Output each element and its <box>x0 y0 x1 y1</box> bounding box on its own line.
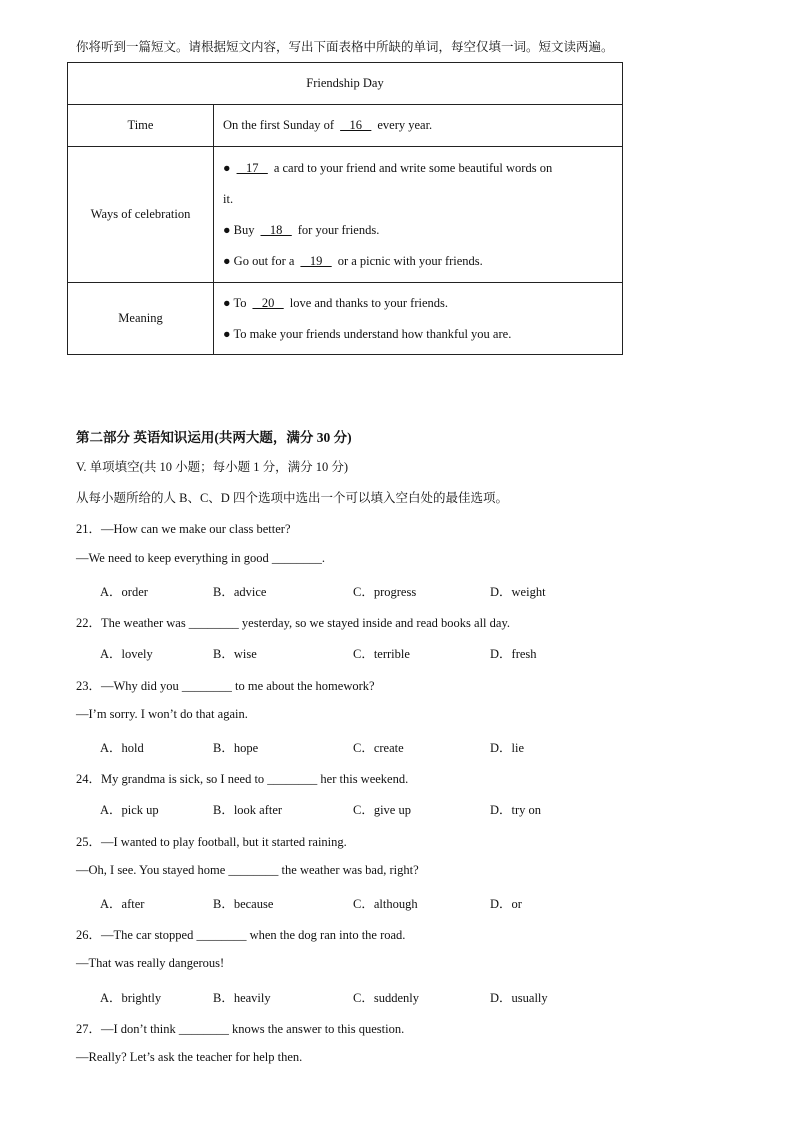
row-label: Ways of celebration <box>68 147 214 283</box>
question-23-line-2: —I’m sorry. I won’t do that again. <box>76 707 248 721</box>
table-row-time <box>68 105 623 147</box>
question-21-line-2: —We need to keep everything in good ________. <box>76 551 325 565</box>
option-c[interactable]: C．progress <box>353 585 417 599</box>
content-line <box>223 110 622 141</box>
line-text: ● Buy <box>223 222 255 237</box>
option-a[interactable]: A．after <box>100 897 145 911</box>
option-d[interactable]: D．fresh <box>490 647 537 661</box>
question-27-line-2: —Really? Let’s ask the teacher for help then. <box>76 1050 303 1064</box>
option-d[interactable]: D．lie <box>490 741 525 755</box>
listening-instruction: 你将听到一篇短文。请根据短文内容，写出下面表格中所缺的单词，每空仅填一词。短文读两遍。 <box>76 40 614 54</box>
content-line <box>223 246 622 277</box>
question-26-line-1: 26．—The car stopped ________ when the dog ran into the road. <box>76 928 406 942</box>
option-a[interactable]: A．brightly <box>100 991 162 1005</box>
line-text: ● To make your friends understand how thankful you are. <box>223 326 512 341</box>
answer-blank-20 <box>252 288 283 319</box>
option-c[interactable]: C．although <box>353 897 418 911</box>
friendship-day-table <box>67 62 623 355</box>
question-25-line-2: —Oh, I see. You stayed home ________ the weather was bad, right? <box>76 863 419 877</box>
content-line <box>223 319 622 350</box>
row-content <box>214 105 623 147</box>
answer-blank-17 <box>237 153 268 184</box>
question-26-line-2: —That was really dangerous! <box>76 956 225 970</box>
option-b[interactable]: B．advice <box>213 585 267 599</box>
section-v-instruction: 从每小题所给的人 B、C、D 四个选项中选出一个可以填入空白处的最佳选项。 <box>76 491 508 505</box>
line-text: a card to your friend and write some beautiful words on <box>273 160 553 175</box>
row-label: Meaning <box>68 283 214 355</box>
question-21-line-1: 21．—How can we make our class better? <box>76 522 291 536</box>
line-text: every year. <box>377 118 433 132</box>
option-b[interactable]: B．because <box>213 897 274 911</box>
blank-number: 18 <box>260 222 292 237</box>
row-content <box>214 147 623 283</box>
question-23-line-1: 23．—Why did you ________ to me about the homework? <box>76 679 375 693</box>
blank-number: 17 <box>236 160 268 175</box>
content-line <box>223 184 622 215</box>
row-content <box>214 283 623 355</box>
line-text: ● To <box>223 295 247 310</box>
option-b[interactable]: B．look after <box>213 803 283 817</box>
question-25-line-1: 25．—I wanted to play football, but it started raining. <box>76 835 347 849</box>
question-24-line-1: 24．My grandma is sick, so I need to ________ her this weekend. <box>76 772 409 786</box>
line-text: for your friends. <box>297 222 380 237</box>
table-title: Friendship Day <box>68 63 623 105</box>
option-b[interactable]: B．heavily <box>213 991 271 1005</box>
option-c[interactable]: C．give up <box>353 803 411 817</box>
table-row-meaning <box>68 283 623 355</box>
question-22-line-1: 22．The weather was ________ yesterday, so we stayed inside and read books all day. <box>76 616 511 630</box>
question-27-line-1: 27．—I don’t think ________ knows the answer to this question. <box>76 1022 405 1036</box>
answer-blank-16 <box>340 110 371 141</box>
line-text: On the first Sunday of <box>223 118 335 132</box>
content-line <box>223 153 622 184</box>
blank-number: 19 <box>300 253 332 268</box>
option-a[interactable]: A．hold <box>100 741 144 755</box>
blank-number: 16 <box>340 118 372 132</box>
line-text: love and thanks to your friends. <box>289 295 449 310</box>
option-d[interactable]: D．try on <box>490 803 542 817</box>
row-label: Time <box>68 105 214 147</box>
option-a[interactable]: A．pick up <box>100 803 159 817</box>
option-c[interactable]: C．suddenly <box>353 991 419 1005</box>
table-row-ways <box>68 147 623 283</box>
content-line <box>223 215 622 246</box>
option-d[interactable]: D．or <box>490 897 522 911</box>
line-text: ● <box>223 160 231 175</box>
option-c[interactable]: C．terrible <box>353 647 410 661</box>
option-a[interactable]: A．order <box>100 585 148 599</box>
answer-blank-18 <box>261 215 292 246</box>
line-text: or a picnic with your friends. <box>337 253 483 268</box>
option-b[interactable]: B．wise <box>213 647 257 661</box>
part-two-heading: 第二部分 英语知识运用(共两大题，满分 30 分) <box>76 430 352 445</box>
section-v-title: V. 单项填空(共 10 小题；每小题 1 分，满分 10 分) <box>76 460 348 474</box>
answer-blank-19 <box>300 246 331 277</box>
line-text: it. <box>223 191 234 206</box>
option-c[interactable]: C．create <box>353 741 404 755</box>
blank-number: 20 <box>252 295 284 310</box>
option-a[interactable]: A．lovely <box>100 647 153 661</box>
option-d[interactable]: D．weight <box>490 585 546 599</box>
line-text: ● Go out for a <box>223 253 295 268</box>
option-b[interactable]: B．hope <box>213 741 259 755</box>
content-line <box>223 288 622 319</box>
option-d[interactable]: D．usually <box>490 991 548 1005</box>
